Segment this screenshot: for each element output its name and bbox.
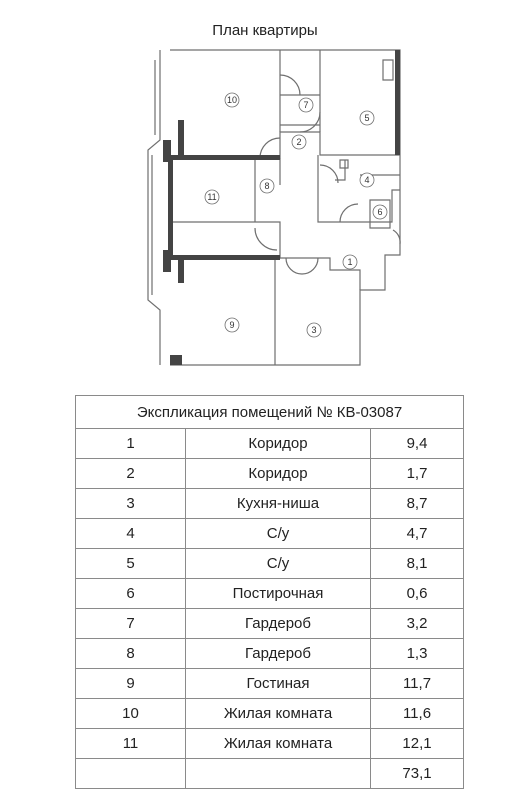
- room-number-cell: 1: [76, 429, 186, 459]
- room-name-cell: Гостиная: [186, 669, 371, 699]
- room-number-cell: 5: [76, 549, 186, 579]
- room-area-cell: 1,3: [371, 639, 464, 669]
- room-marker-1: [343, 255, 357, 269]
- room-number-cell: 6: [76, 579, 186, 609]
- table-row: [76, 549, 464, 579]
- svg-text:8: 8: [264, 181, 270, 191]
- room-marker-2: [292, 135, 306, 149]
- table-row: [76, 699, 464, 729]
- rooms-explication-table: [75, 395, 464, 789]
- room-marker-10: [225, 93, 239, 107]
- room-marker-7: [299, 98, 313, 112]
- plan-title: План квартиры: [212, 22, 318, 39]
- svg-text:4: 4: [364, 175, 370, 185]
- svg-text:1: 1: [347, 257, 353, 267]
- room-area-cell: 8,7: [371, 489, 464, 519]
- room-name-cell: Гардероб: [186, 609, 371, 639]
- total-row: [76, 759, 464, 789]
- table-row: [76, 729, 464, 759]
- table-row: [76, 639, 464, 669]
- room-number-cell: 3: [76, 489, 186, 519]
- svg-text:6: 6: [377, 207, 383, 217]
- room-number-cell: 2: [76, 459, 186, 489]
- room-marker-8: [260, 179, 274, 193]
- room-area-cell: 1,7: [371, 459, 464, 489]
- table-row: [76, 429, 464, 459]
- svg-text:2: 2: [296, 137, 302, 147]
- room-marker-3: [307, 323, 321, 337]
- svg-text:9: 9: [229, 320, 235, 330]
- room-marker-4: [360, 173, 374, 187]
- room-marker-6: [373, 205, 387, 219]
- room-area-cell: 8,1: [371, 549, 464, 579]
- room-number-cell: 4: [76, 519, 186, 549]
- table-row: [76, 459, 464, 489]
- facade-line: [148, 50, 160, 365]
- room-name-cell: С/у: [186, 519, 371, 549]
- room-name-cell: Постирочная: [186, 579, 371, 609]
- table-header: Экспликация помещений № КВ-03087: [76, 396, 464, 429]
- room-area-cell: 12,1: [371, 729, 464, 759]
- svg-text:11: 11: [207, 192, 217, 202]
- interior-wall: [170, 132, 400, 158]
- table-row: [76, 669, 464, 699]
- room-area-cell: 0,6: [371, 579, 464, 609]
- room-name-cell: Жилая комната: [186, 729, 371, 759]
- room-number-cell: 9: [76, 669, 186, 699]
- room-name-cell: Коридор: [186, 429, 371, 459]
- table-row: [76, 609, 464, 639]
- svg-text:5: 5: [364, 113, 370, 123]
- svg-text:3: 3: [311, 325, 317, 335]
- room-area-cell: 4,7: [371, 519, 464, 549]
- table-row: [76, 579, 464, 609]
- svg-text:10: 10: [226, 95, 238, 105]
- table-row: [76, 519, 464, 549]
- svg-text:7: 7: [303, 100, 309, 110]
- room-number-cell: 11: [76, 729, 186, 759]
- room-name-cell: С/у: [186, 549, 371, 579]
- room-name-cell: Коридор: [186, 459, 371, 489]
- room-area-cell: 3,2: [371, 609, 464, 639]
- room-name-cell: Жилая комната: [186, 699, 371, 729]
- room-marker-11: [205, 190, 219, 204]
- room-name-cell: Кухня-ниша: [186, 489, 371, 519]
- table-row: [76, 489, 464, 519]
- total-area: 73,1: [371, 759, 464, 789]
- room-number-cell: 8: [76, 639, 186, 669]
- room-number-cell: 10: [76, 699, 186, 729]
- room-name-cell: Гардероб: [186, 639, 371, 669]
- floor-plan: [0, 40, 530, 380]
- outer-wall: [170, 50, 400, 365]
- room-marker-5: [360, 111, 374, 125]
- room-number-cell: 7: [76, 609, 186, 639]
- room-marker-9: [225, 318, 239, 332]
- room-area-cell: 9,4: [371, 429, 464, 459]
- room-area-cell: 11,6: [371, 699, 464, 729]
- room-area-cell: 11,7: [371, 669, 464, 699]
